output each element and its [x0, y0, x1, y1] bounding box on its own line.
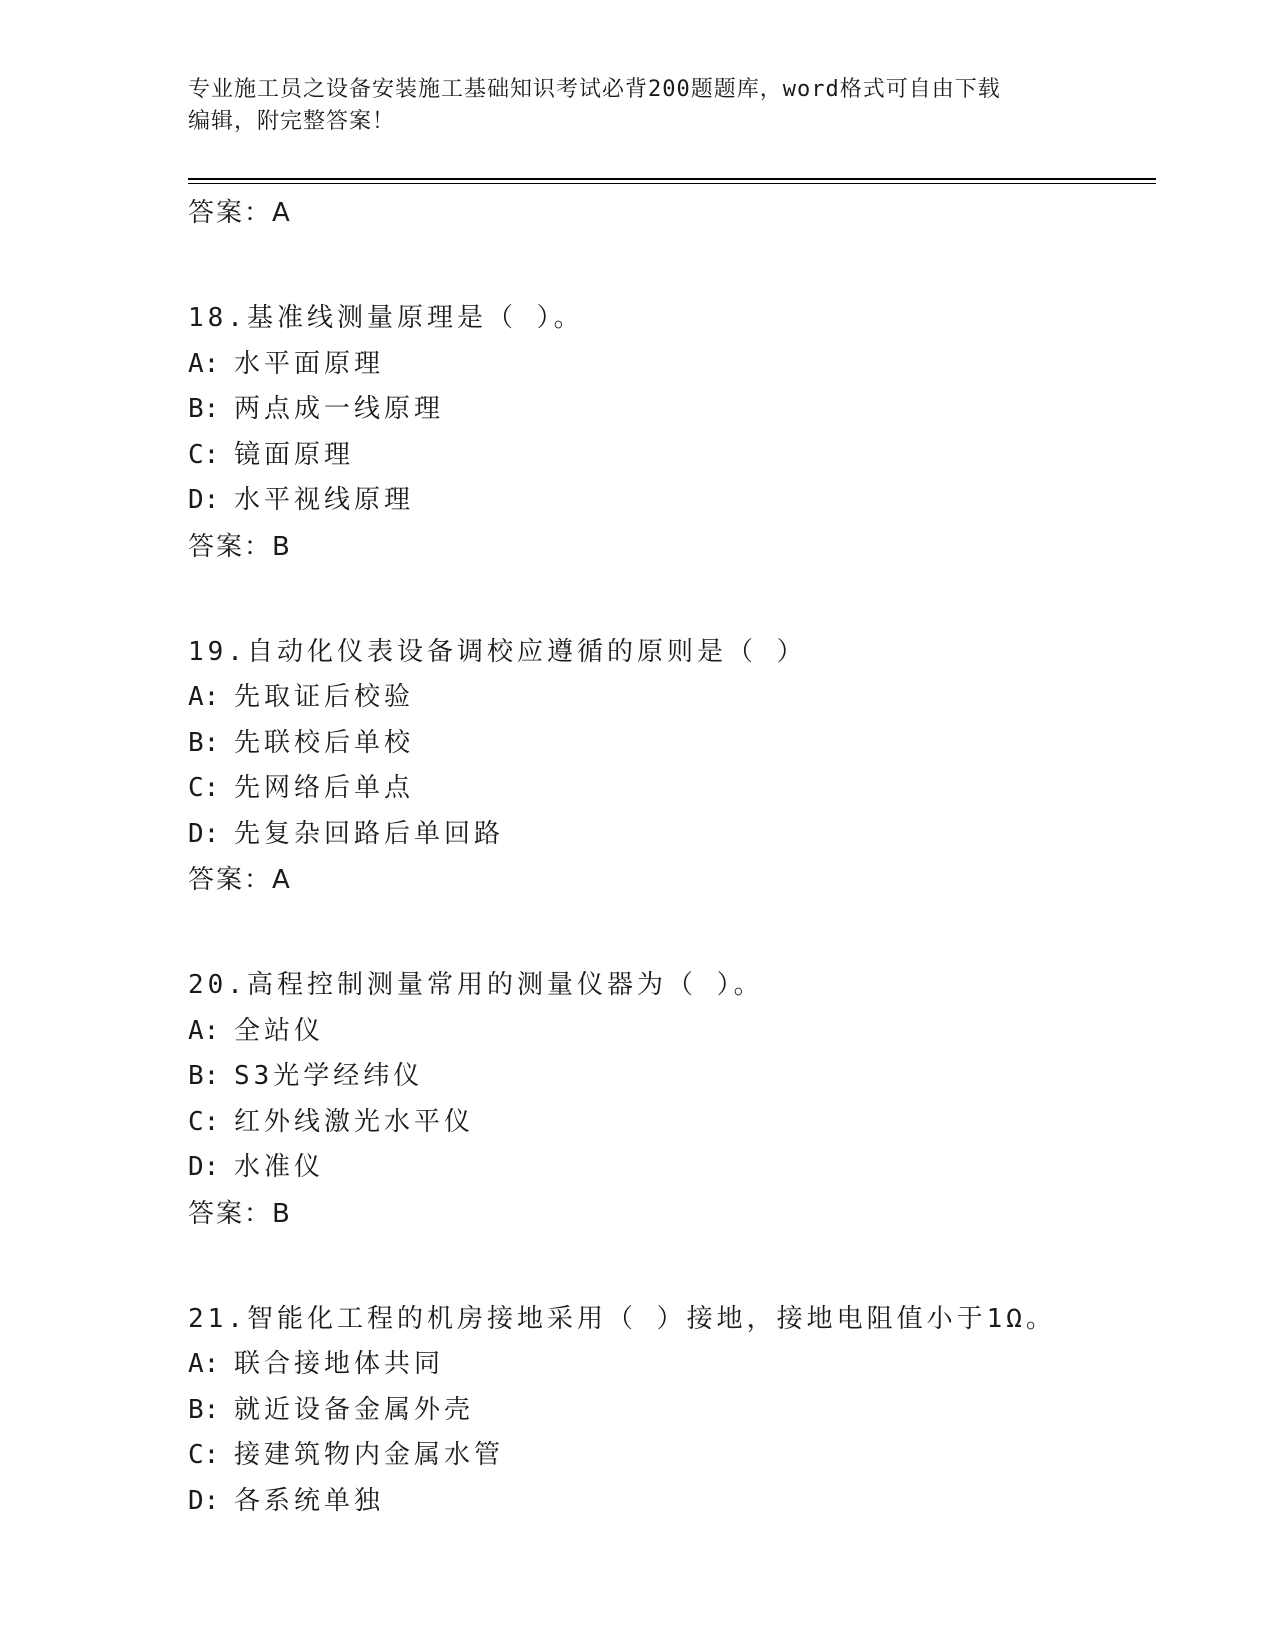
option-a: [188, 675, 1156, 721]
question-18: [188, 296, 1156, 570]
option-d: [188, 1145, 1156, 1191]
option-text: S3光学经纬仪: [234, 1061, 424, 1091]
option-text: 接建筑物内金属水管: [234, 1440, 505, 1470]
option-d: [188, 812, 1156, 858]
option-key: D:: [188, 485, 220, 515]
answer: 答案：A: [188, 865, 292, 895]
option-text: 先取证后校验: [234, 682, 415, 712]
option-key: B:: [188, 394, 220, 424]
header-rule-thin: [188, 183, 1156, 184]
option-key: B:: [188, 1394, 220, 1425]
option-c: [188, 433, 1156, 479]
answer: 答案：B: [188, 1198, 292, 1229]
option-b: [188, 721, 1156, 767]
option-a: [188, 1009, 1156, 1055]
option-key: A:: [188, 1349, 220, 1379]
question-stem: 21.智能化工程的机房接地采用（ ）接地，接地电阻值小于1Ω。: [188, 1303, 1056, 1334]
option-key: A:: [188, 682, 220, 712]
option-key: D:: [188, 1485, 220, 1516]
option-b: [188, 387, 1156, 433]
option-key: A:: [188, 348, 220, 379]
option-key: D:: [188, 818, 220, 849]
option-text: 先复杂回路后单回路: [234, 818, 505, 849]
header-line-2: 编辑，附完整答案！: [188, 109, 396, 134]
document-header: [188, 74, 1068, 138]
option-key: C:: [188, 1106, 220, 1137]
option-a: [188, 1342, 1156, 1388]
option-d: [188, 478, 1156, 524]
previous-answer: 答案：A: [188, 198, 292, 228]
option-c: [188, 1433, 1156, 1479]
question-stem: 18.基准线测量原理是（ ）。: [188, 303, 584, 333]
option-c: [188, 766, 1156, 812]
option-text: 全站仪: [234, 1015, 325, 1046]
option-text: 镜面原理: [234, 439, 355, 470]
option-key: C:: [188, 773, 220, 803]
option-key: B:: [188, 727, 220, 758]
question-20: [188, 963, 1156, 1237]
option-c: [188, 1100, 1156, 1146]
question-stem: 20.高程控制测量常用的测量仪器为（ ）。: [188, 970, 764, 1000]
option-b: [188, 1054, 1156, 1100]
option-text: 先网络后单点: [234, 773, 415, 803]
question-stem: 19.自动化仪表设备调校应遵循的原则是（ ）: [188, 636, 807, 667]
question-19: [188, 630, 1156, 904]
option-text: 各系统单独: [234, 1485, 385, 1516]
option-key: A:: [188, 1015, 220, 1046]
option-key: B:: [188, 1061, 220, 1091]
option-text: 水平面原理: [234, 348, 385, 379]
option-text: 水准仪: [234, 1152, 325, 1182]
option-text: 红外线激光水平仪: [234, 1106, 475, 1137]
option-key: D:: [188, 1152, 220, 1182]
header-rule-thick: [188, 178, 1156, 180]
option-key: C:: [188, 439, 220, 470]
option-key: C:: [188, 1440, 220, 1470]
answer: 答案：B: [188, 531, 292, 562]
option-text: 联合接地体共同: [234, 1349, 445, 1379]
question-list: [188, 190, 1156, 1524]
question-21: [188, 1297, 1156, 1525]
option-text: 两点成一线原理: [234, 394, 445, 424]
option-d: [188, 1479, 1156, 1525]
option-a: [188, 342, 1156, 388]
option-text: 就近设备金属外壳: [234, 1394, 475, 1425]
option-text: 先联校后单校: [234, 727, 415, 758]
option-text: 水平视线原理: [234, 485, 415, 515]
header-line-1: 专业施工员之设备安装施工基础知识考试必背200题题库，word格式可自由下载: [188, 77, 1001, 102]
option-b: [188, 1388, 1156, 1434]
